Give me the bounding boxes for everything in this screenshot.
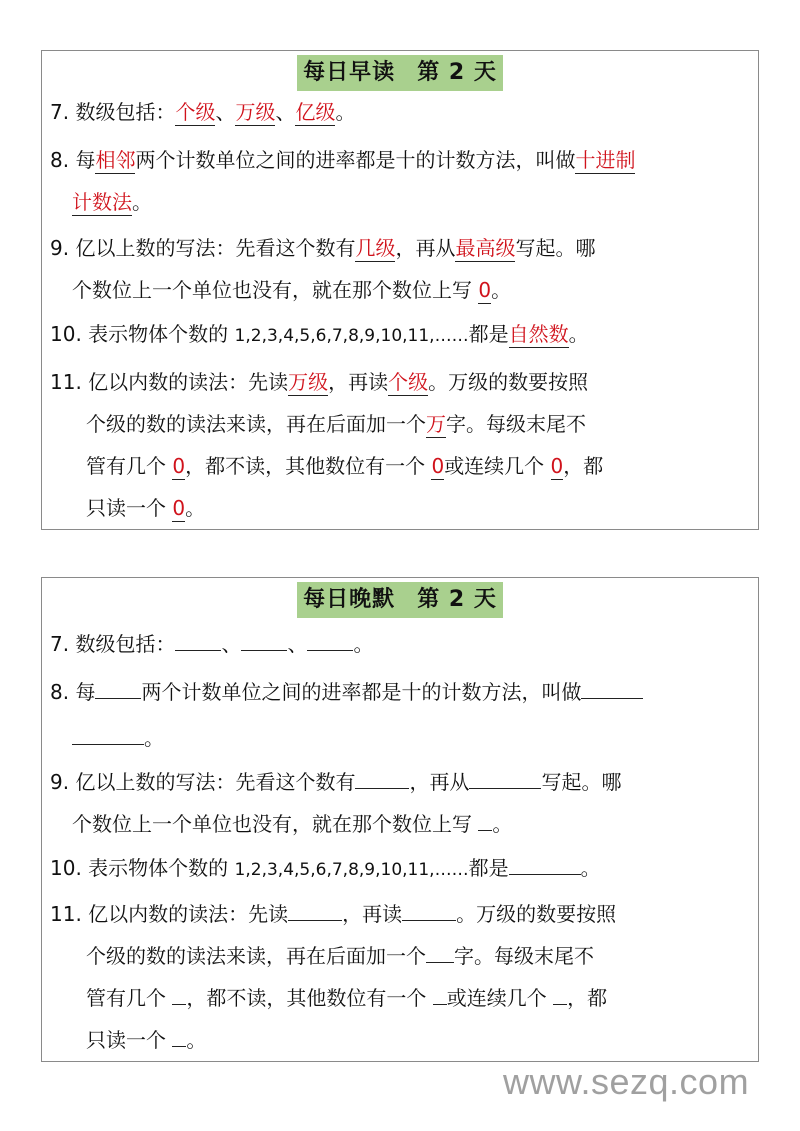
blank[interactable] xyxy=(509,854,581,875)
evening-title: 每日晚默 第 2 天 xyxy=(297,582,503,618)
q9-line: 9. 亿以上数的写法：先看这个数有 ，再从 写起。哪 xyxy=(50,770,622,794)
q8-line2: 。 xyxy=(72,724,164,751)
blank[interactable] xyxy=(241,630,287,651)
blank[interactable] xyxy=(402,900,456,921)
q11-line4: 只读一个 。 xyxy=(86,1028,207,1052)
morning-title: 每日早读 第 2 天 xyxy=(297,55,503,91)
q11-line3: 管有几个 0，都不读，其他数位有一个 0或连续几个 0，都 xyxy=(86,454,604,478)
blank[interactable] xyxy=(553,984,567,1005)
blank[interactable] xyxy=(433,984,447,1005)
q8-line: 8. 每相邻两个计数单位之间的进率都是十的计数方法，叫做十进制 xyxy=(50,148,636,172)
answer: 万级 xyxy=(288,370,329,394)
blank[interactable] xyxy=(355,768,409,789)
answer: 万级 xyxy=(235,100,276,124)
answer: 0 xyxy=(431,454,445,478)
q11-line2: 个级的数的读法来读，再在后面加一个万字。每级末尾不 xyxy=(86,412,586,436)
blank[interactable] xyxy=(175,630,221,651)
blank[interactable] xyxy=(307,630,353,651)
answer: 万 xyxy=(426,412,446,436)
answer: 个级 xyxy=(175,100,216,124)
blank[interactable] xyxy=(95,678,141,699)
blank[interactable] xyxy=(72,724,144,745)
q8-line2: 计数法。 xyxy=(72,190,152,214)
q7-line: 7. 数级包括： 、 、 。 xyxy=(50,632,374,656)
answer: 0 xyxy=(172,496,186,520)
answer: 最高级 xyxy=(455,236,516,260)
q11-line: 11. 亿以内数的读法：先读 ，再读 。万级的数要按照 xyxy=(50,902,617,926)
answer: 十进制 xyxy=(575,148,636,172)
answer: 0 xyxy=(478,278,492,302)
blank[interactable] xyxy=(426,942,454,963)
answer: 亿级 xyxy=(295,100,336,124)
q9-line2: 个数位上一个单位也没有，就在那个数位上写 。 xyxy=(72,812,513,836)
q10-line: 10. 表示物体个数的 1,2,3,4,5,6,7,8,9,10,11,……都是自然数。 xyxy=(50,322,589,346)
q11-line3: 管有几个 ，都不读，其他数位有一个 或连续几个 ，都 xyxy=(86,986,608,1010)
watermark: www.sezq.com xyxy=(503,1061,750,1102)
answer: 个级 xyxy=(388,370,429,394)
q9-line: 9. 亿以上数的写法：先看这个数有几级，再从最高级写起。哪 xyxy=(50,236,596,260)
morning-reading-card xyxy=(41,50,759,530)
q8-line: 8. 每 两个计数单位之间的进率都是十的计数方法，叫做 xyxy=(50,678,643,705)
blank[interactable] xyxy=(172,984,186,1005)
blank[interactable] xyxy=(288,900,342,921)
answer: 0 xyxy=(172,454,186,478)
answer: 相邻 xyxy=(95,148,136,172)
q10-line: 10. 表示物体个数的 1,2,3,4,5,6,7,8,9,10,11,……都是 。 xyxy=(50,856,601,880)
blank[interactable] xyxy=(172,1026,186,1047)
blank[interactable] xyxy=(469,768,541,789)
q11-line4: 只读一个 0。 xyxy=(86,496,206,520)
answer: 几级 xyxy=(355,236,396,260)
blank[interactable] xyxy=(478,810,492,831)
q7-line: 7. 数级包括：个级、万级、亿级。 xyxy=(50,100,356,124)
answer: 自然数 xyxy=(508,322,569,346)
q11-line2: 个级的数的读法来读，再在后面加一个 字。每级末尾不 xyxy=(86,944,594,968)
blank[interactable] xyxy=(581,678,643,699)
answer: 0 xyxy=(550,454,564,478)
answer: 计数法 xyxy=(72,190,132,214)
q11-line: 11. 亿以内数的读法：先读万级，再读个级。万级的数要按照 xyxy=(50,370,589,394)
evening-recall-card xyxy=(41,577,759,1062)
q9-line2: 个数位上一个单位也没有，就在那个数位上写 0。 xyxy=(72,278,512,302)
